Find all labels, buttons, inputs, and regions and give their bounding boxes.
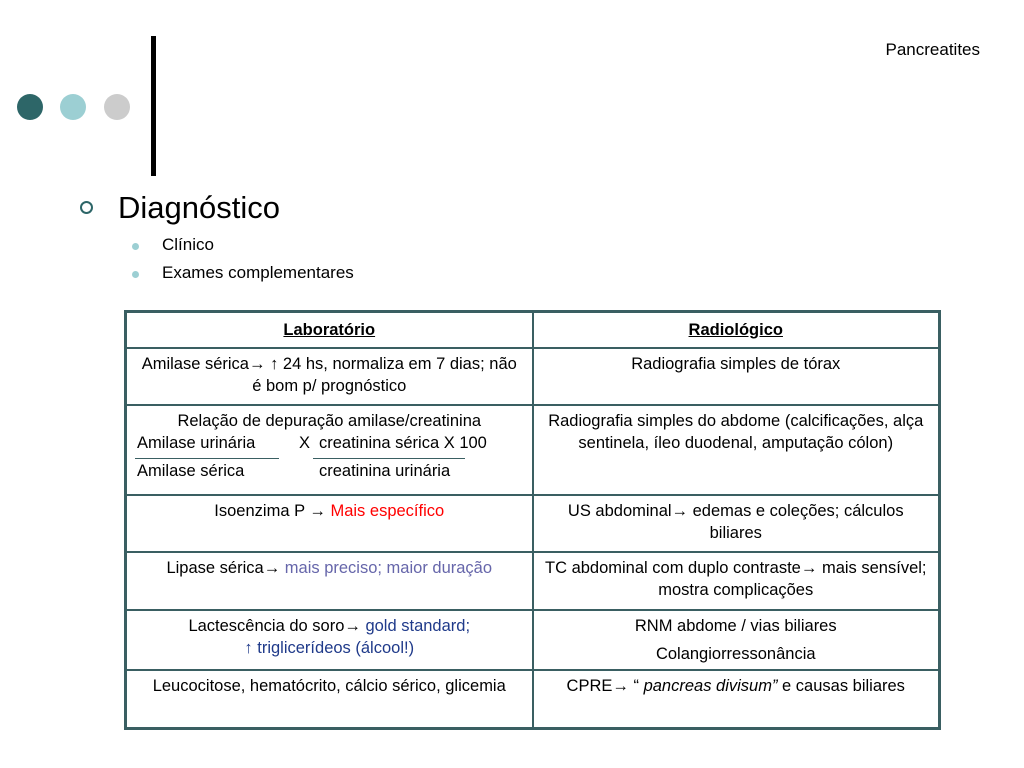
decor-dot-gray — [104, 94, 130, 120]
arrow-icon: → — [249, 355, 266, 373]
lab-highlight: Mais específico — [330, 502, 445, 520]
header-laboratorio: Laboratório — [126, 312, 533, 349]
arrow-icon: → — [671, 502, 689, 520]
lab-cell — [126, 670, 533, 728]
numerator-right: creatinina sérica X 100 — [319, 434, 487, 452]
arrow-icon: → — [344, 617, 361, 635]
rad-text: CPRE — [566, 677, 613, 695]
lab-cell — [126, 495, 533, 552]
slide-header-title: Pancreatites — [885, 40, 980, 59]
rad-text: mais sensível; mostra complicações — [658, 559, 927, 599]
table-row — [126, 670, 940, 728]
bullet-exames: Exames complementares — [162, 263, 354, 282]
rad-text: Radiografia simples de tórax — [631, 355, 841, 373]
rad-text: US abdominal — [567, 502, 672, 520]
clearance-formula — [135, 432, 524, 488]
rad-cell — [533, 552, 940, 610]
diagnostic-table — [124, 310, 941, 730]
arrow-icon: → — [263, 559, 281, 577]
rad-text: Radiografia simples do abdome (calcificações, alça sentinela, íleo duodenal, amputação cólon) — [548, 412, 924, 452]
header-radiologico: Radiológico — [533, 312, 940, 349]
arrow-icon: → — [309, 502, 326, 520]
lab-cell — [126, 610, 533, 670]
rad-cell — [533, 670, 940, 728]
decor-vertical-line — [151, 36, 156, 176]
rad-italic: pancreas divisum” — [643, 677, 778, 695]
rad-text: Colangiorressonância — [655, 645, 816, 663]
decor-dot-dark — [17, 94, 43, 120]
rad-cell — [533, 348, 940, 405]
fraction-bar — [313, 458, 465, 459]
table-header-row — [126, 312, 940, 349]
lab-text: Amilase sérica — [141, 355, 249, 373]
lab-text: ↑ 24 hs, normaliza em 7 dias; não é bom p/ prognóstico — [252, 355, 517, 395]
rad-text: e causas biliares — [777, 677, 905, 695]
lab-highlight: ↑ triglicerídeos (álcool!) — [244, 639, 415, 657]
slide-heading: Diagnóstico — [118, 190, 280, 225]
rad-text: “ — [628, 677, 644, 695]
rad-text: edemas e coleções; cálculos biliares — [688, 502, 904, 542]
table-row — [126, 495, 940, 552]
rad-text: RNM abdome / vias biliares — [634, 617, 837, 635]
dot-bullet-icon — [132, 243, 139, 250]
table-row — [126, 348, 940, 405]
table-row — [126, 405, 940, 495]
table-row — [126, 610, 940, 670]
dot-bullet-icon — [132, 271, 139, 278]
bullet-clinico: Clínico — [162, 235, 214, 254]
table-row — [126, 552, 940, 610]
fraction-bar — [135, 458, 279, 459]
rad-text: TC abdominal com duplo contraste — [544, 559, 801, 577]
decor-dot-teal — [60, 94, 86, 120]
lab-text: Lipase sérica — [166, 559, 264, 577]
arrow-icon: → — [800, 559, 818, 577]
denominator-left: Amilase sérica — [137, 462, 245, 480]
denominator-right: creatinina urinária — [319, 462, 451, 480]
lab-text: Leucocitose, hematócrito, cálcio sérico, glicemia — [152, 677, 506, 695]
lab-text: Lactescência do soro — [188, 617, 345, 635]
lab-highlight: mais preciso; maior duração — [280, 559, 493, 577]
numerator-left: Amilase urinária — [137, 434, 256, 452]
lab-cell — [126, 552, 533, 610]
rad-cell — [533, 405, 940, 495]
lab-text: Relação de depuração amilase/creatinina — [177, 412, 482, 430]
lab-cell — [126, 348, 533, 405]
lab-cell — [126, 405, 533, 495]
lab-text: Isoenzima P — [214, 502, 310, 520]
arrow-icon: → — [612, 677, 629, 695]
ring-bullet-icon — [80, 201, 93, 214]
rad-cell — [533, 495, 940, 552]
rad-cell — [533, 610, 940, 670]
lab-highlight: gold standard; — [360, 617, 471, 635]
times-sign: X — [299, 434, 311, 452]
